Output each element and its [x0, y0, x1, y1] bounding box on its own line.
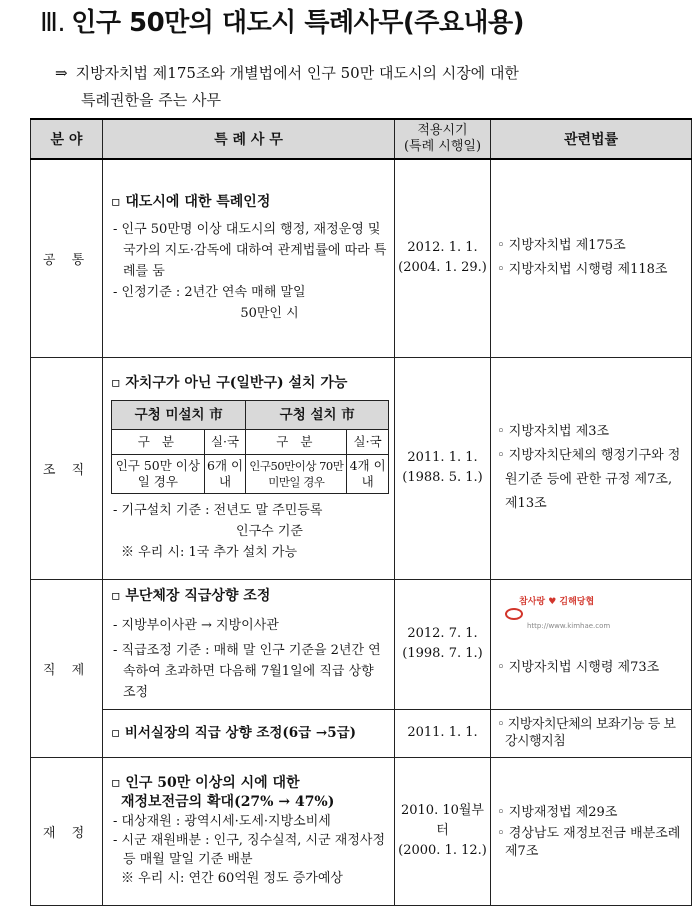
date-line: 2012. 7. 1.	[407, 626, 478, 641]
inner-cell: 인구50만이상 70만 미만일 경우	[246, 455, 347, 494]
header-task: 특 례 사 무	[103, 119, 395, 159]
header-category: 분 야	[31, 119, 103, 159]
intro-text	[55, 60, 675, 114]
task-cell	[103, 357, 395, 579]
table-row	[31, 579, 692, 709]
task-item: - 인구 50만명 이상 대도시의 행정, 재정운영 및 국가의 지도·감독에 대하여 관계법률에 따라 특례를 둠	[113, 222, 387, 280]
task-heading: ▫ 자치구가 아닌 구(일반구) 설치 가능	[111, 375, 348, 391]
task-item: - 기구설치 기준 : 전년도 말 주민등록	[113, 503, 323, 518]
category-cell: 공 통	[31, 159, 103, 357]
header-date-line2: (특례 시행일)	[403, 139, 482, 154]
date-line: 2011. 1. 1.	[407, 450, 478, 465]
task-item-tail: 인구수 기준	[236, 524, 303, 539]
table-row	[31, 709, 692, 757]
task-cell	[103, 579, 395, 709]
law-item: ◦ 지방자치법 제175조	[497, 238, 626, 254]
law-item: ◦ 지방자치법 제3조	[497, 424, 610, 439]
table-row	[31, 757, 692, 905]
logo-caption: http://www.kimhae.com	[527, 621, 611, 630]
date-line: 2012. 1. 1.	[407, 240, 478, 256]
task-item: - 직급조정 기준 : 매해 말 인구 기준을 2년간 연속하여 초과하면 다음해 7월1일에 직급 상향 조정	[113, 642, 381, 700]
task-item: - 지방부이사관 → 지방이사관	[113, 617, 279, 633]
task-heading: ▫ 비서실장의 직급 상향 조정(6급 →5급)	[111, 724, 357, 741]
table-header-row	[31, 119, 692, 159]
header-date-line1: 적용시기	[417, 123, 468, 138]
law-cell	[491, 357, 692, 579]
inner-cell: 6개 이내	[204, 455, 246, 494]
table-row	[31, 357, 692, 579]
law-item: ◦ 지방자치법 시행령 제73조	[497, 659, 660, 675]
law-item: ◦ 지방자치단체의 보좌기능 등 보강시행지침	[497, 717, 676, 749]
category-cell: 조 직	[31, 357, 103, 579]
header-law: 관련법률	[491, 119, 692, 159]
law-item: ◦ 지방자치법 시행령 제118조	[497, 262, 668, 278]
inner-header-left: 구청 미설치 市	[112, 401, 246, 430]
inner-subheader: 구 분	[112, 430, 205, 455]
office-structure-table	[111, 400, 389, 494]
special-affairs-table	[30, 118, 692, 906]
inner-cell: 4개 이내	[347, 455, 389, 494]
inner-header-right: 구청 설치 市	[246, 401, 389, 430]
date-line: (1988. 5. 1.)	[402, 470, 483, 485]
category-cell: 재 정	[31, 757, 103, 905]
intro-line-2: 특례권한을 주는 사무	[81, 91, 221, 109]
inner-subheader: 구 분	[246, 430, 347, 455]
law-item: ◦ 지방재정법 제29조	[497, 805, 618, 820]
date-line: (2004. 1. 29.)	[398, 260, 487, 276]
date-cell	[395, 757, 491, 905]
task-heading: ▫ 인구 50만 이상의 시에 대한	[111, 775, 300, 791]
law-cell	[491, 757, 692, 905]
law-item: ◦ 지방자치단체의 행정기구와 정원기준 등에 관한 규정 제7조, 제13조	[497, 448, 681, 511]
law-item: ◦ 경상남도 재정보전금 배분조례 제7조	[497, 826, 681, 859]
law-cell	[491, 579, 692, 709]
date-line: (1998. 7. 1.)	[402, 646, 483, 661]
page-title	[40, 2, 524, 39]
task-item: - 대상재원 : 광역시세·도세·지방소비세	[113, 814, 331, 829]
task-heading: 재정보전금의 확대(27% → 47%)	[121, 794, 335, 810]
inner-subheader: 실·국	[347, 430, 389, 455]
date-line: 2010. 10월부터	[400, 803, 484, 838]
inner-subheader: 실·국	[204, 430, 246, 455]
law-cell	[491, 709, 692, 757]
date-cell: 2011. 1. 1.	[395, 709, 491, 757]
arrow-icon: ⇒	[55, 64, 68, 82]
logo-brand: 참사랑 ♥ 김해당협	[519, 596, 595, 607]
task-cell	[103, 709, 395, 757]
task-note: ※ 우리 시: 연간 60억원 정도 증가예상	[121, 871, 343, 886]
task-cell	[103, 159, 395, 357]
intro-line-1: 지방자치법 제175조와 개별법에서 인구 50만 대도시의 시장에 대한	[75, 64, 519, 82]
date-line: (2000. 1. 12.)	[398, 843, 487, 858]
task-item-tail: 50만인 시	[240, 306, 299, 322]
task-note: ※ 우리 시: 1국 추가 설치 가능	[121, 545, 298, 560]
date-cell	[395, 159, 491, 357]
law-cell	[491, 159, 692, 357]
header-date	[395, 119, 491, 159]
section-title: 인구 50만의 대도시 특례사무(주요내용)	[71, 8, 525, 38]
task-cell	[103, 757, 395, 905]
date-cell	[395, 357, 491, 579]
inner-cell: 인구 50만 이상일 경우	[112, 455, 205, 494]
task-item: - 인정기준 : 2년간 연속 매해 말일	[113, 285, 306, 301]
table-row	[31, 159, 692, 357]
category-cell: 직 제	[31, 579, 103, 757]
date-cell	[395, 579, 491, 709]
task-heading: ▫ 부단체장 직급상향 조정	[111, 587, 271, 604]
task-item: - 시군 재원배분 : 인구, 징수실적, 시군 재정사정 등 매월 말일 기준 배분	[113, 833, 386, 867]
task-heading: ▫ 대도시에 대한 특례인정	[111, 194, 271, 211]
section-numeral: Ⅲ.	[40, 8, 66, 38]
logo	[497, 590, 685, 638]
